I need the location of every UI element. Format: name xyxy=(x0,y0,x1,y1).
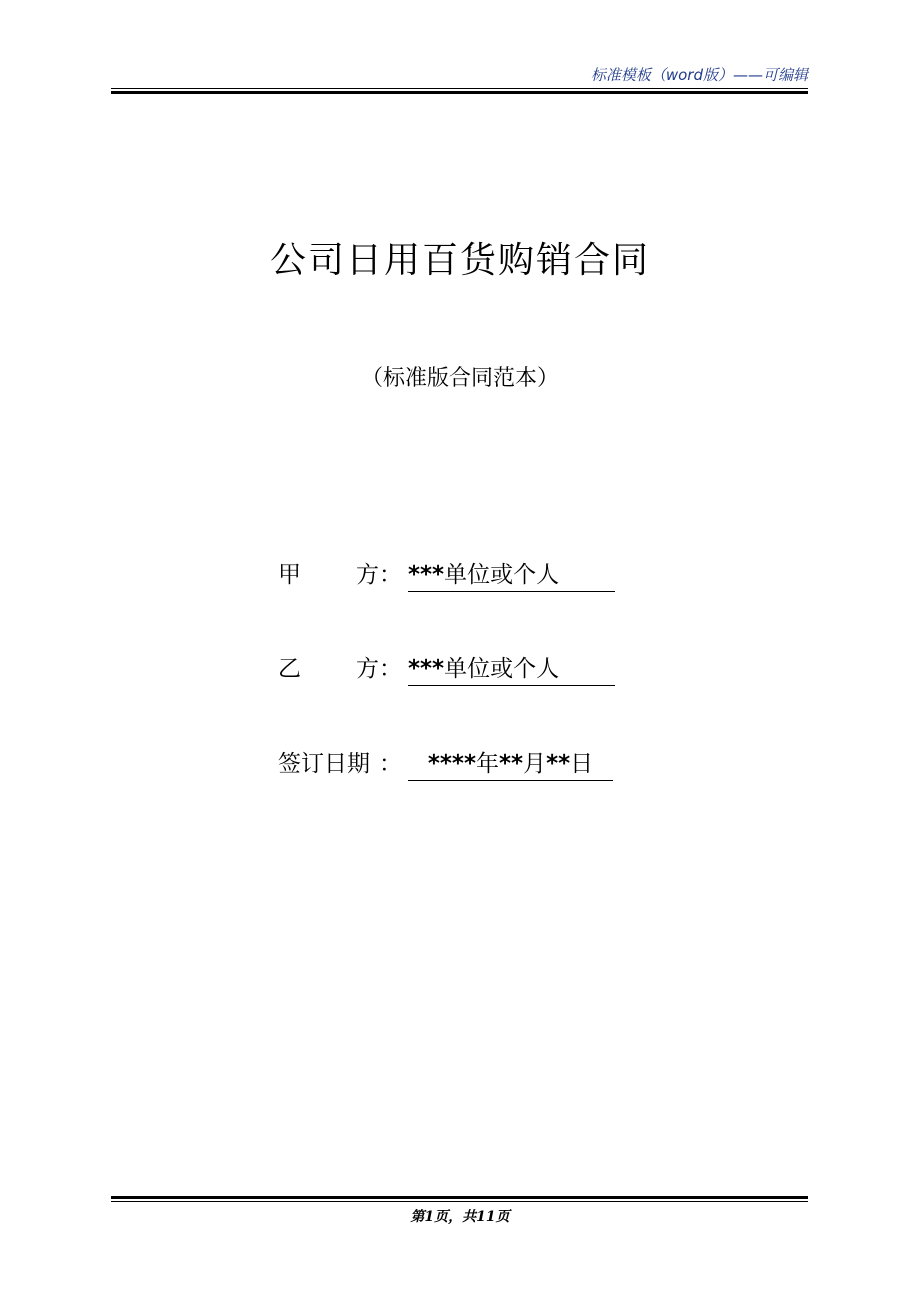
party-b-value xyxy=(408,650,615,686)
header-text: 标准模板（word版）——可编辑 xyxy=(590,66,808,84)
sign-date-value xyxy=(408,745,613,781)
sign-date-year-char: 年 xyxy=(476,751,499,777)
party-a-value xyxy=(408,556,615,592)
party-a-colon: ： xyxy=(379,562,402,588)
sign-date-row xyxy=(278,745,618,777)
document-title: 公司日用百货购销合同 xyxy=(269,240,650,281)
header-rule-top xyxy=(111,88,808,89)
document-subtitle: （标准版合同范本） xyxy=(360,366,559,391)
sign-date-month-char: 月 xyxy=(523,751,547,777)
party-b-colon: ： xyxy=(379,656,402,682)
party-b-value-text: 单位或个人 xyxy=(444,656,560,682)
footer-rule-top xyxy=(111,1196,808,1199)
party-b-label-char2: 方 xyxy=(356,656,379,682)
party-b-row xyxy=(278,650,618,682)
party-b-label-char1: 乙 xyxy=(278,656,301,682)
party-a-value-text: 单位或个人 xyxy=(444,562,560,588)
sign-date-label: 签订日期 xyxy=(278,751,370,777)
sign-date-year-stars: **** xyxy=(427,751,476,777)
page-number: 第1页，共11页 xyxy=(410,1209,510,1225)
footer-rule-bottom xyxy=(111,1201,808,1202)
party-a-value-stars: *** xyxy=(408,562,445,588)
party-a-label-char1: 甲 xyxy=(278,562,301,588)
party-a-row xyxy=(278,556,618,588)
party-b-value-stars: *** xyxy=(408,656,445,682)
sign-date-day-stars: ** xyxy=(546,751,571,777)
header-rule-bottom xyxy=(111,91,808,94)
sign-date-month-stars: ** xyxy=(499,751,524,777)
sign-date-colon: ： xyxy=(379,751,402,777)
party-a-label-char2: 方 xyxy=(356,562,379,588)
sign-date-day-char: 日 xyxy=(570,751,594,777)
